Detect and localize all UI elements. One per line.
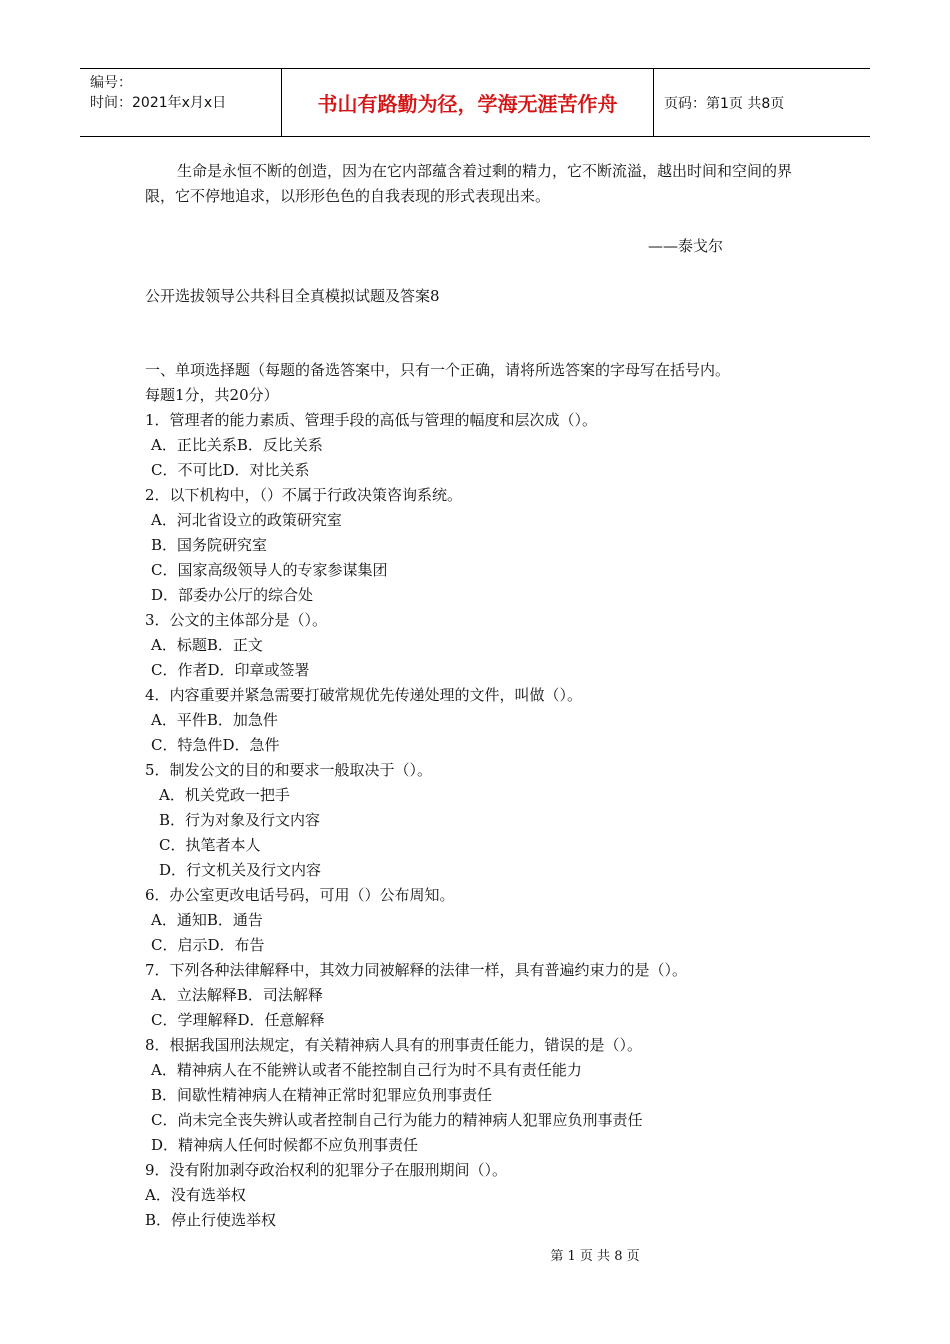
section-heading-line2: 每题1分，共20分） xyxy=(145,386,279,404)
option: A．没有选举权 xyxy=(145,1186,246,1204)
option: C．国家高级领导人的专家参谋集团 xyxy=(151,561,388,579)
quote-author: ——泰戈尔 xyxy=(647,237,723,255)
page-header xyxy=(80,68,870,137)
number-label: 编号： xyxy=(90,75,132,91)
time-label: 时间：2021年x月x日 xyxy=(90,95,227,111)
header-motto: 书山有路勤为径，学海无涯苦作舟 xyxy=(282,69,654,136)
option: B．停止行使选举权 xyxy=(145,1211,277,1229)
option: A．正比关系B．反比关系 xyxy=(151,436,323,454)
question: 1．管理者的能力素质、管理手段的高低与管理的幅度和层次成（）。 xyxy=(145,411,598,429)
question: 5．制发公文的目的和要求一般取决于（）。 xyxy=(145,761,433,779)
option: A．河北省设立的政策研究室 xyxy=(151,511,342,529)
option: A．立法解释B．司法解释 xyxy=(151,986,323,1004)
question: 8．根据我国刑法规定，有关精神病人具有的刑事责任能力，错误的是（）。 xyxy=(145,1036,643,1054)
option: A．通知B．通告 xyxy=(151,911,263,929)
option: C．启示D．布告 xyxy=(151,936,265,954)
option: B．行为对象及行文内容 xyxy=(159,811,321,829)
question: 9．没有附加剥夺政治权利的犯罪分子在服刑期间（）。 xyxy=(145,1161,508,1179)
question: 3．公文的主体部分是（）。 xyxy=(145,611,328,629)
option: D．精神病人任何时候都不应负刑事责任 xyxy=(151,1136,419,1154)
document-body xyxy=(145,159,815,1233)
section-heading-line1: 一、单项选择题（每题的备选答案中，只有一个正确，请将所选答案的字母写在括号内。 xyxy=(145,361,731,379)
page-footer: 第 1 页 共 8 页 xyxy=(550,1249,640,1264)
option: C．特急件D．急件 xyxy=(151,736,280,754)
question: 2．以下机构中，（）不属于行政决策咨询系统。 xyxy=(145,486,463,504)
option: A．精神病人在不能辨认或者不能控制自己行为时不具有责任能力 xyxy=(151,1061,582,1079)
question: 6．办公室更改电话号码，可用（）公布周知。 xyxy=(145,886,455,904)
option: D．行文机关及行文内容 xyxy=(159,861,322,879)
question: 4．内容重要并紧急需要打破常规优先传递处理的文件，叫做（）。 xyxy=(145,686,583,704)
option: A．机关党政一把手 xyxy=(159,786,290,804)
option: C．执笔者本人 xyxy=(159,836,261,854)
quote-text: 生命是永恒不断的创造，因为在它内部蕴含着过剩的精力，它不断流溢，越出时间和空间的界限，它不停地追求，以形形色色的自我表现的形式表现出来。 xyxy=(145,162,793,205)
option: C．学理解释D．任意解释 xyxy=(151,1011,325,1029)
header-meta xyxy=(80,69,282,136)
option: C．不可比D．对比关系 xyxy=(151,461,310,479)
header-page-label: 页码：第1页 共8页 xyxy=(664,95,785,112)
option: C．尚未完全丧失辨认或者控制自己行为能力的精神病人犯罪应负刑事责任 xyxy=(151,1111,643,1129)
option: A．平件B．加急件 xyxy=(151,711,278,729)
option: C．作者D．印章或签署 xyxy=(151,661,310,679)
option: D．部委办公厅的综合处 xyxy=(151,586,314,604)
option: B．间歇性精神病人在精神正常时犯罪应负刑事责任 xyxy=(151,1086,493,1104)
option: A．标题B．正文 xyxy=(151,636,263,654)
doc-title: 公开选拔领导公共科目全真模拟试题及答案8 xyxy=(145,287,440,305)
option: B．国务院研究室 xyxy=(151,536,268,554)
question: 7．下列各种法律解释中，其效力同被解释的法律一样，具有普遍约束力的是（）。 xyxy=(145,961,688,979)
